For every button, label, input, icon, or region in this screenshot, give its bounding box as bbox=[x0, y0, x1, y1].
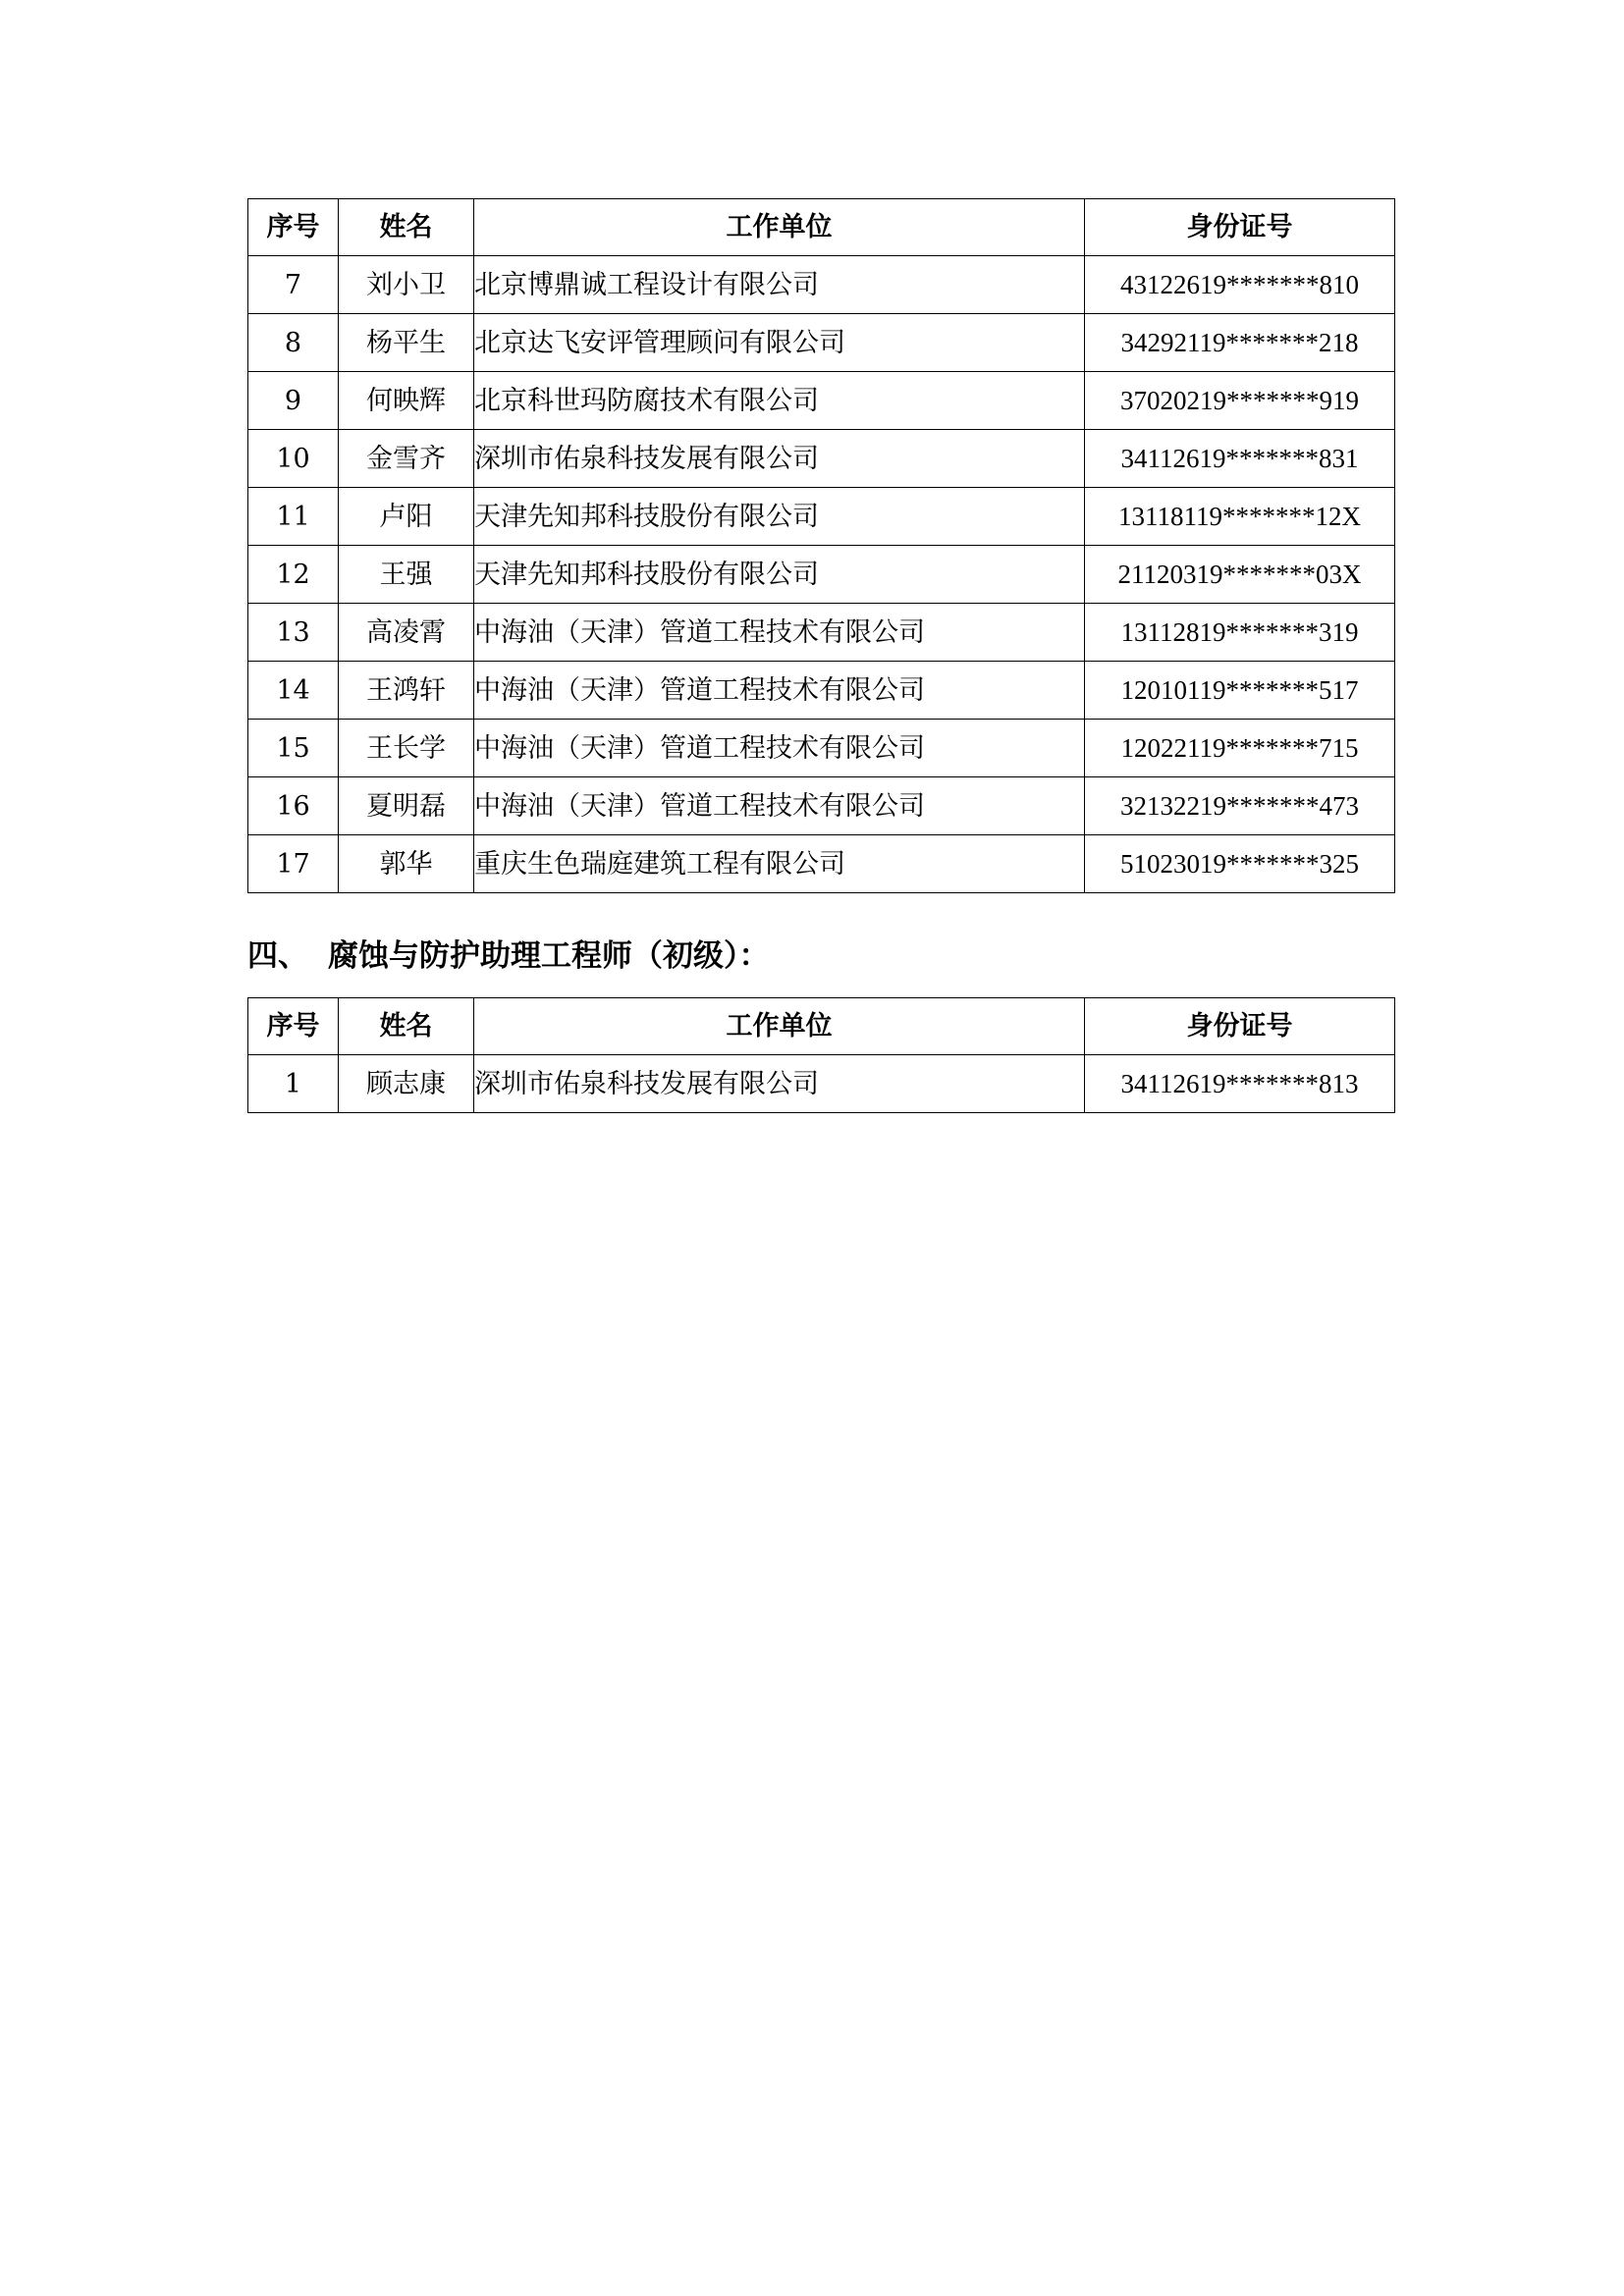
table-row bbox=[248, 1055, 1395, 1113]
header-name: 姓名 bbox=[339, 998, 474, 1055]
cell-name: 卢阳 bbox=[339, 488, 474, 546]
table-row bbox=[248, 546, 1395, 604]
cell-name: 王长学 bbox=[339, 720, 474, 777]
cell-id-number: 43122619*******810 bbox=[1085, 256, 1395, 314]
cell-work-unit: 中海油（天津）管道工程技术有限公司 bbox=[474, 662, 1085, 720]
table-row bbox=[248, 662, 1395, 720]
cell-work-unit: 中海油（天津）管道工程技术有限公司 bbox=[474, 720, 1085, 777]
roster-table-body bbox=[248, 1055, 1395, 1113]
cell-id-number: 13112819*******319 bbox=[1085, 604, 1395, 662]
cell-serial-number: 14 bbox=[248, 662, 339, 720]
cell-name: 王强 bbox=[339, 546, 474, 604]
header-work-unit: 工作单位 bbox=[474, 998, 1085, 1055]
roster-table-continued bbox=[247, 198, 1395, 893]
cell-work-unit: 深圳市佑泉科技发展有限公司 bbox=[474, 430, 1085, 488]
section-number: 四、 bbox=[247, 938, 308, 974]
header-work-unit: 工作单位 bbox=[474, 199, 1085, 256]
cell-work-unit: 天津先知邦科技股份有限公司 bbox=[474, 546, 1085, 604]
roster-table-assistant-engineer bbox=[247, 997, 1395, 1113]
cell-name: 夏明磊 bbox=[339, 777, 474, 835]
cell-serial-number: 15 bbox=[248, 720, 339, 777]
cell-id-number: 34292119*******218 bbox=[1085, 314, 1395, 372]
section-title-text: 腐蚀与防护助理工程师（初级）： bbox=[328, 938, 770, 974]
header-id-number: 身份证号 bbox=[1085, 998, 1395, 1055]
cell-work-unit: 天津先知邦科技股份有限公司 bbox=[474, 488, 1085, 546]
cell-serial-number: 8 bbox=[248, 314, 339, 372]
cell-name: 郭华 bbox=[339, 835, 474, 893]
cell-serial-number: 16 bbox=[248, 777, 339, 835]
table-row bbox=[248, 835, 1395, 893]
cell-id-number: 32132219*******473 bbox=[1085, 777, 1395, 835]
roster-table-body bbox=[248, 256, 1395, 893]
document-page bbox=[247, 198, 1394, 1113]
cell-id-number: 34112619*******831 bbox=[1085, 430, 1395, 488]
table-row bbox=[248, 488, 1395, 546]
cell-name: 高凌霄 bbox=[339, 604, 474, 662]
header-name: 姓名 bbox=[339, 199, 474, 256]
cell-work-unit: 北京达飞安评管理顾问有限公司 bbox=[474, 314, 1085, 372]
section-heading bbox=[247, 940, 1394, 972]
header-id-number: 身份证号 bbox=[1085, 199, 1395, 256]
cell-work-unit: 北京博鼎诚工程设计有限公司 bbox=[474, 256, 1085, 314]
table-row bbox=[248, 256, 1395, 314]
cell-serial-number: 12 bbox=[248, 546, 339, 604]
table-row bbox=[248, 604, 1395, 662]
cell-name: 何映辉 bbox=[339, 372, 474, 430]
cell-work-unit: 深圳市佑泉科技发展有限公司 bbox=[474, 1055, 1085, 1113]
cell-serial-number: 1 bbox=[248, 1055, 339, 1113]
cell-id-number: 12022119*******715 bbox=[1085, 720, 1395, 777]
cell-id-number: 21120319*******03X bbox=[1085, 546, 1395, 604]
table-row bbox=[248, 777, 1395, 835]
cell-id-number: 12010119*******517 bbox=[1085, 662, 1395, 720]
cell-serial-number: 10 bbox=[248, 430, 339, 488]
cell-work-unit: 重庆生色瑞庭建筑工程有限公司 bbox=[474, 835, 1085, 893]
cell-id-number: 51023019*******325 bbox=[1085, 835, 1395, 893]
cell-serial-number: 13 bbox=[248, 604, 339, 662]
table-row bbox=[248, 314, 1395, 372]
cell-id-number: 34112619*******813 bbox=[1085, 1055, 1395, 1113]
cell-work-unit: 中海油（天津）管道工程技术有限公司 bbox=[474, 777, 1085, 835]
cell-serial-number: 9 bbox=[248, 372, 339, 430]
cell-name: 顾志康 bbox=[339, 1055, 474, 1113]
cell-id-number: 37020219*******919 bbox=[1085, 372, 1395, 430]
table-row bbox=[248, 372, 1395, 430]
cell-name: 王鸿轩 bbox=[339, 662, 474, 720]
cell-name: 金雪齐 bbox=[339, 430, 474, 488]
cell-name: 刘小卫 bbox=[339, 256, 474, 314]
table-row bbox=[248, 720, 1395, 777]
cell-work-unit: 中海油（天津）管道工程技术有限公司 bbox=[474, 604, 1085, 662]
header-serial-number: 序号 bbox=[248, 998, 339, 1055]
table-header-row bbox=[248, 199, 1395, 256]
cell-name: 杨平生 bbox=[339, 314, 474, 372]
table-row bbox=[248, 430, 1395, 488]
header-serial-number: 序号 bbox=[248, 199, 339, 256]
cell-serial-number: 7 bbox=[248, 256, 339, 314]
cell-id-number: 13118119*******12X bbox=[1085, 488, 1395, 546]
table-header-row bbox=[248, 998, 1395, 1055]
cell-serial-number: 11 bbox=[248, 488, 339, 546]
cell-work-unit: 北京科世玛防腐技术有限公司 bbox=[474, 372, 1085, 430]
cell-serial-number: 17 bbox=[248, 835, 339, 893]
